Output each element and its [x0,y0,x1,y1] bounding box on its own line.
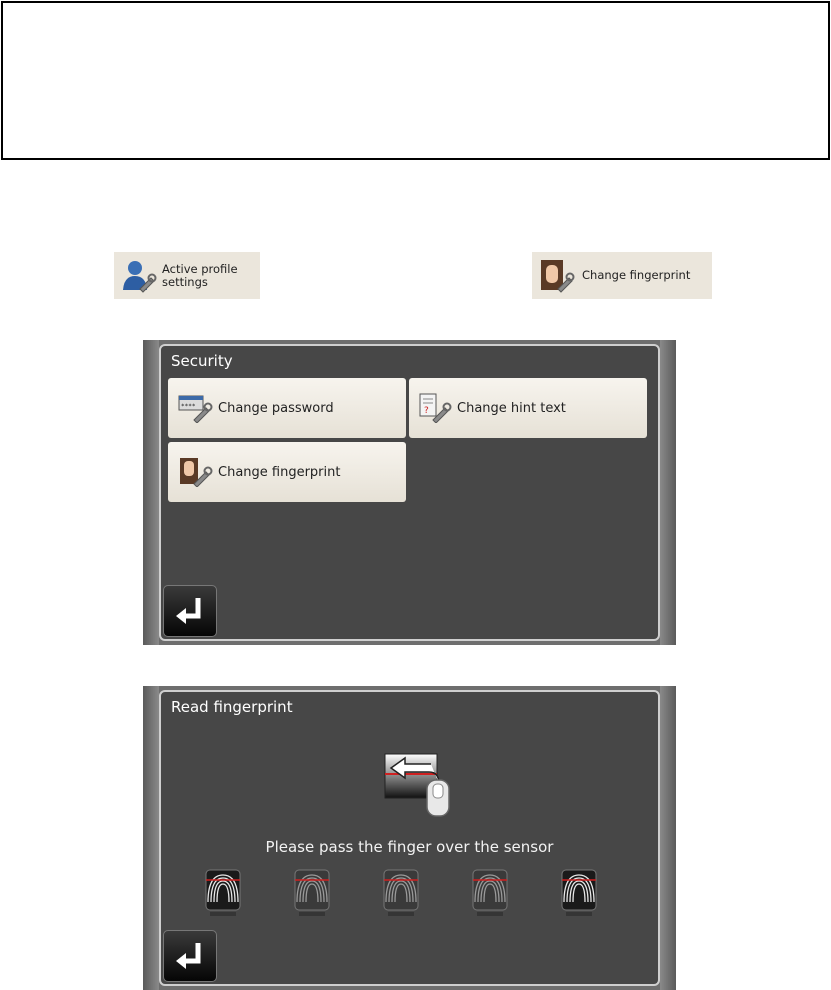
change-fingerprint-label: Change fingerprint [218,464,341,480]
change-fingerprint-inline-label: Change fingerprint [582,268,691,282]
svg-text:****: **** [181,403,196,410]
active-profile-settings-button[interactable] [114,252,260,299]
panel-bezel-right [660,686,676,990]
security-frame [159,344,660,641]
fingerprint-icon [471,868,509,918]
active-profile-label-line1: Active profile [162,261,238,276]
hint-text-settings-icon [417,393,453,423]
fingerprint-icon [382,868,420,918]
password-settings-icon [178,393,214,423]
panel-bezel-right [660,340,676,645]
user-settings-icon [118,256,158,296]
change-fingerprint-inline-button[interactable] [532,252,712,299]
change-hint-text-button[interactable] [409,378,647,438]
return-arrow-icon [164,586,216,636]
change-hint-text-label: Change hint text [457,400,566,416]
back-button[interactable] [163,585,217,637]
fingerprint-settings-icon [178,457,214,487]
screen-title: Read fingerprint [171,698,293,716]
return-arrow-icon [164,931,216,981]
panel-bezel-left [143,686,159,990]
active-profile-label-line2: settings [162,274,208,289]
fingerprint-icon [293,868,331,918]
fingerprint-icon [560,868,598,918]
change-fingerprint-button[interactable] [168,442,406,502]
finger-swipe-icon [381,750,461,822]
fingerprint-settings-icon [538,256,578,296]
change-password-button[interactable] [168,378,406,438]
fingerprint-icon [204,868,242,918]
screen-title: Security [171,352,233,370]
read-fingerprint-screen [143,686,676,990]
svg-text:?: ? [424,406,429,416]
caption-box [1,1,830,160]
security-screen [143,340,676,645]
instruction-text: Please pass the finger over the sensor [265,838,554,856]
read-fingerprint-frame [159,690,660,986]
back-button[interactable] [163,930,217,982]
panel-bezel-left [143,340,159,645]
change-password-label: Change password [218,400,334,416]
